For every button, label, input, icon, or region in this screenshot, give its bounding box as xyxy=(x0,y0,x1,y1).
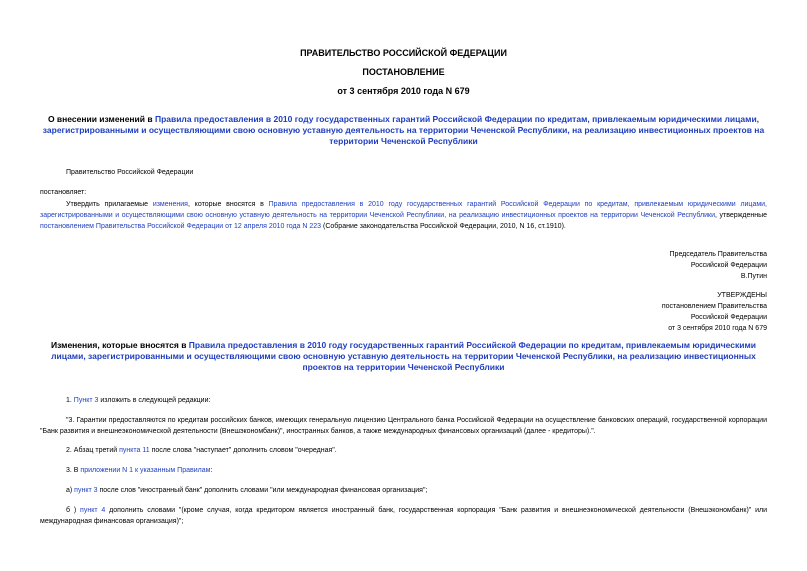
approved-block xyxy=(560,290,767,334)
approved-heading: УТВЕРЖДЕНЫ xyxy=(717,292,767,299)
approve-text-4: (Собрание законодательства Российской Федерации, 2010, N 16, ст.1910). xyxy=(321,223,566,230)
changes-title xyxy=(40,340,767,373)
approve-text-3: , утвержденные xyxy=(715,212,768,219)
approved-line-2: постановлением Правительства xyxy=(661,303,767,310)
government-name: ПРАВИТЕЛЬСТВО РОССИЙСКОЙ ФЕДЕРАЦИИ xyxy=(300,48,507,58)
document-date: от 3 сентября 2010 года N 679 xyxy=(337,86,470,96)
changes-rules-link[interactable]: Правила предоставления в 2010 году государственных гарантий Российской Федерации по кредитам, привлекаемым юридическими лицами, зарегистрированными и осуществляющими свою основную уставную деятельность на территории Чеченской Республики, на реализацию инвестиционных проектов на территории Чеченской Республики xyxy=(51,340,756,372)
item-b-link[interactable]: пункт 4 xyxy=(80,507,106,514)
signature-block xyxy=(560,249,767,282)
signature-name: В.Путин xyxy=(740,273,767,280)
decree-223-link[interactable]: постановлением Правительства Российской Федерации от 12 апреля 2010 года N 223 xyxy=(40,223,322,230)
item-a-text-2: после слов "иностранный банк" дополнить словами "или международная финансовая организация"; xyxy=(97,487,428,494)
item-1-text: изложить в следующей редакции: xyxy=(98,397,211,404)
item-2-link[interactable]: пункта 11 xyxy=(119,447,150,454)
quoted-paragraph: "3. Гарантии предоставляются по кредитам российских банков, имеющих генеральную лицензию Центрального банка Российской Федерации на осуществление банковских операций, государственной корпорации "Банк развития и внешнеэкономической деятельности (Внешэкономбанк)", иностранных банков, а также международных финансовых организаций (далее - кредиторы).". xyxy=(40,417,767,435)
item-3 xyxy=(66,465,212,476)
item-1-num: 1. xyxy=(66,397,74,404)
item-a-link[interactable]: пункт 3 xyxy=(74,487,98,494)
signature-org: Российской Федерации xyxy=(690,262,767,269)
decrees-word: постановляет: xyxy=(40,189,87,196)
approve-paragraph xyxy=(40,199,767,232)
item-1 xyxy=(66,395,210,406)
item-2 xyxy=(66,445,337,456)
issuer: Правительство Российской Федерации xyxy=(66,169,194,176)
document-title-text: О внесении изменений в xyxy=(47,114,155,124)
item-2-text-1: 2. Абзац третий xyxy=(66,447,120,454)
item-3-text-1: 3. В xyxy=(66,467,81,474)
item-b-text-1: б ) xyxy=(66,507,81,514)
approved-line-3: Российской Федерации xyxy=(690,314,767,321)
item-a xyxy=(66,485,427,496)
changes-link[interactable]: изменения xyxy=(152,201,188,208)
signature-position: Председатель Правительства xyxy=(669,251,767,258)
approve-text-1: Утвердить прилагаемые xyxy=(66,201,153,208)
item-b xyxy=(40,505,767,527)
approve-text-2: , которые вносятся в xyxy=(187,201,269,208)
item-3-text-2: : xyxy=(210,467,213,474)
approved-date: от 3 сентября 2010 года N 679 xyxy=(668,325,767,332)
document-title xyxy=(40,114,767,147)
approve-rules-link[interactable]: Правила предоставления в 2010 году государственных гарантий Российской Федерации по кредитам, привлекаемым юридическими лицами, зарегистрированными и осуществляющими свою основную уставную деятельность на территории Чеченской Республики, на реализацию инвестиционных проектов на территории Чеченской Республики xyxy=(40,201,768,219)
rules-link[interactable]: Правила предоставления в 2010 году государственных гарантий Российской Федерации по кредитам, привлекаемым юридическими лицами, зарегистрированными и осуществляющими свою основную уставную деятельность на территории Чеченской Республики, на реализацию инвестиционных проектов на территории Чеченской Республики xyxy=(42,114,765,146)
item-a-text-1: а) xyxy=(66,487,75,494)
item-2-text-2: после слова "наступает" дополнить словом "очередная". xyxy=(149,447,337,454)
changes-title-text: Изменения, которые вносятся в xyxy=(51,340,189,350)
item-b-text-2: дополнить словами "(кроме случая, когда кредитором является иностранный банк, государственная корпорация "Банк развития и внешнеэкономической деятельности (Внешэкономбанк)" или международная финансовая организация)"; xyxy=(40,507,768,525)
item-1-link[interactable]: Пункт 3 xyxy=(73,397,99,404)
item-3-link[interactable]: приложении N 1 к указанным Правилам xyxy=(80,467,211,474)
document-type: ПОСТАНОВЛЕНИЕ xyxy=(362,67,445,77)
